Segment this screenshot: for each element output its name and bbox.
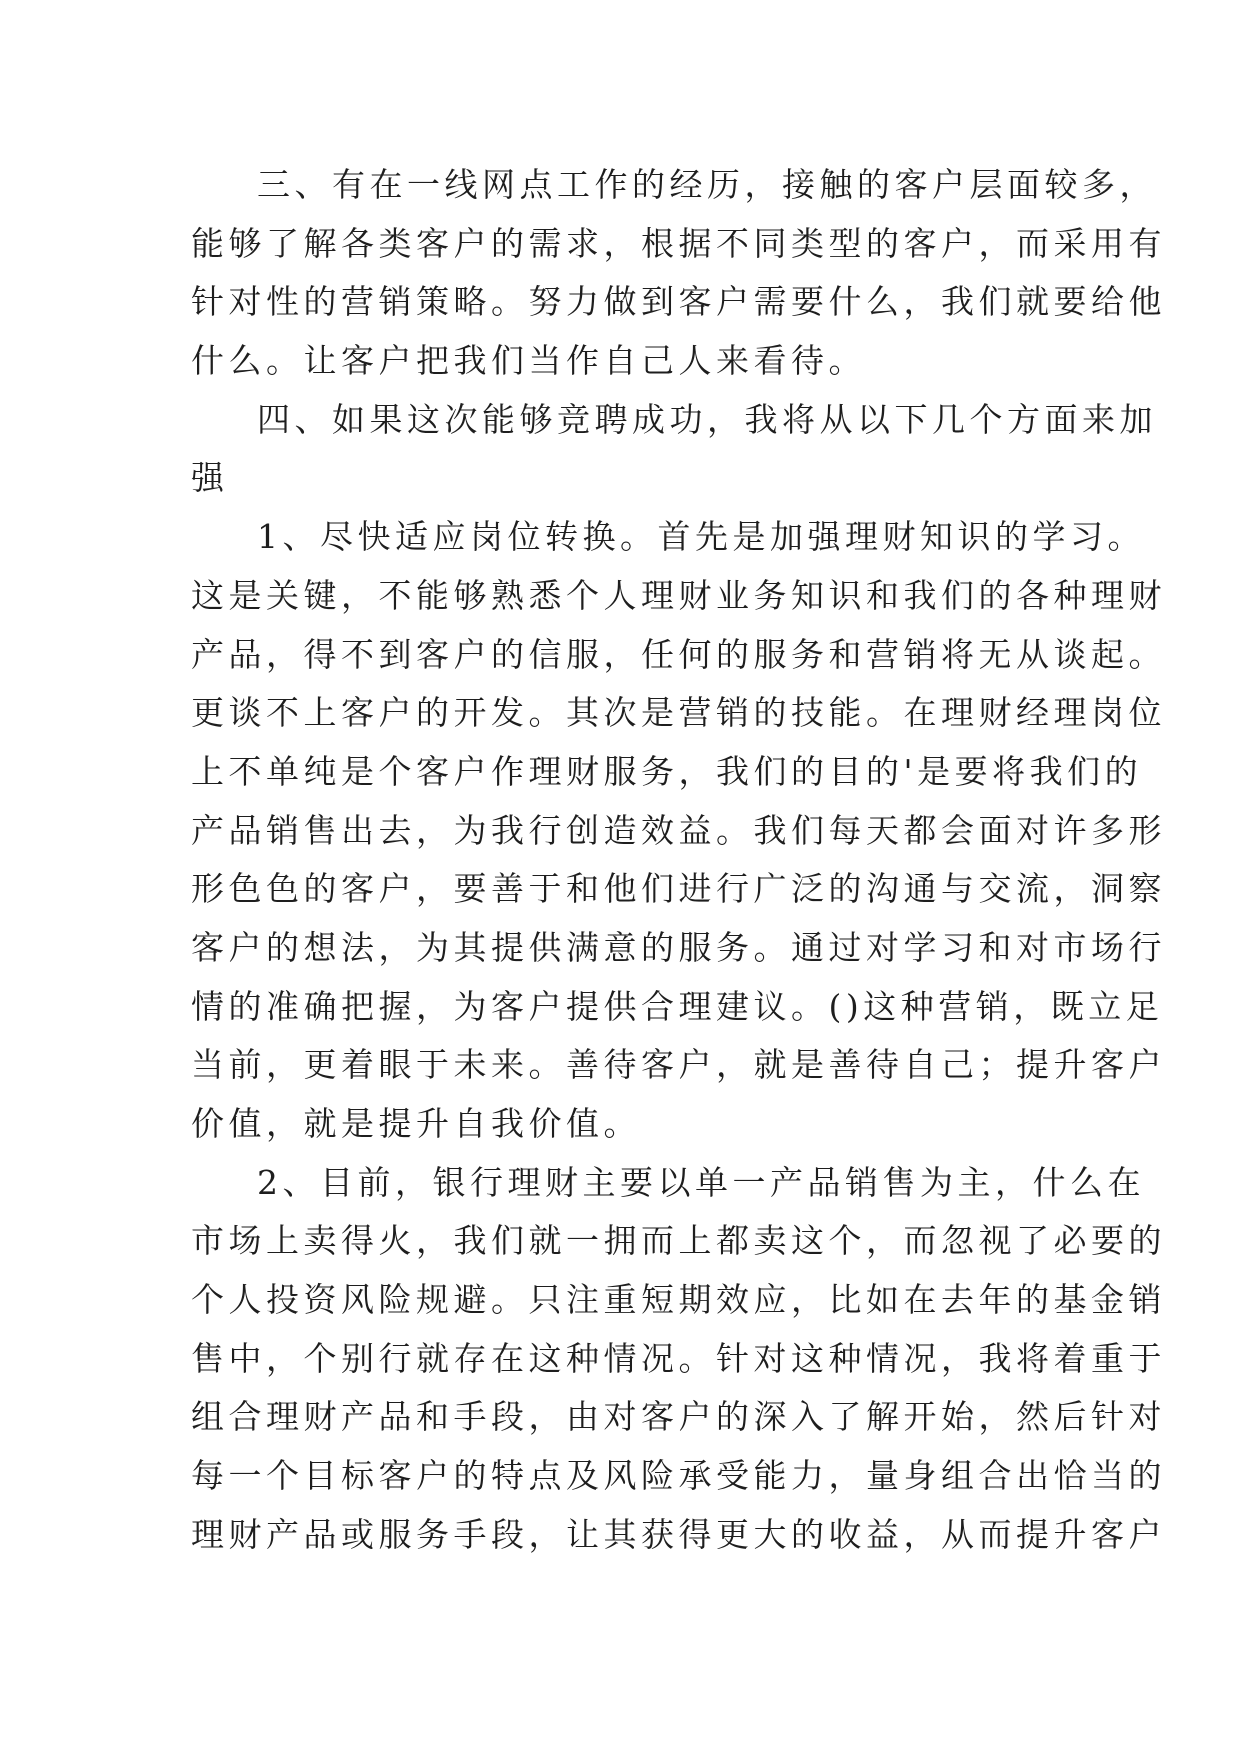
text-line: 什么。让客户把我们当作自己人来看待。	[191, 341, 866, 381]
text-line: 每一个目标客户的特点及风险承受能力，量身组合出恰当的	[191, 1456, 1166, 1496]
text-line: 1、尽快适应岗位转换。首先是加强理财知识的学习。	[257, 517, 1145, 557]
text-line: 这是关键，不能够熟悉个人理财业务知识和我们的各种理财	[191, 575, 1166, 615]
text-line: 2、目前，银行理财主要以单一产品销售为主，什么在	[257, 1162, 1145, 1202]
text-line: 针对性的营销策略。努力做到客户需要什么，我们就要给他	[191, 282, 1166, 322]
text-line: 四、如果这次能够竞聘成功，我将从以下几个方面来加	[257, 399, 1157, 439]
text-line: 理财产品或服务手段，让其获得更大的收益，从而提升客户	[191, 1514, 1166, 1554]
text-line: 价值，就是提升自我价值。	[191, 1104, 641, 1143]
text-line: 情的准确把握，为客户提供合理建议。()这种营销，既立足	[191, 986, 1164, 1026]
text-line: 产品销售出去，为我行创造效益。我们每天都会面对许多形	[191, 810, 1166, 850]
paragraph-item-1	[191, 508, 1166, 1154]
paragraph-4-improvement-plan	[191, 391, 1157, 508]
text-line: 更谈不上客户的开发。其次是营销的技能。在理财经理岗位	[191, 693, 1166, 733]
text-line: 能够了解各类客户的需求，根据不同类型的客户，而采用有	[191, 223, 1166, 263]
text-line: 形色色的客户，要善于和他们进行广泛的沟通与交流，洞察	[191, 869, 1166, 909]
text-line: 组合理财产品和手段，由对客户的深入了解开始，然后针对	[191, 1397, 1166, 1437]
text-line: 产品，得不到客户的信服，任何的服务和营销将无从谈起。	[191, 634, 1166, 674]
text-line: 强	[191, 458, 229, 498]
text-line: 上不单纯是个客户作理财服务，我们的目的'是要将我们的	[191, 751, 1143, 791]
text-line: 个人投资风险规避。只注重短期效应，比如在去年的基金销	[191, 1280, 1166, 1320]
text-line: 售中，个别行就存在这种情况。针对这种情况，我将着重于	[191, 1338, 1166, 1378]
document-body	[191, 156, 1166, 1565]
text-line: 当前，更着眼于未来。善待客户，就是善待自己；提升客户	[191, 1045, 1166, 1085]
text-line: 客户的想法，为其提供满意的服务。通过对学习和对市场行	[191, 927, 1166, 967]
text-line: 三、有在一线网点工作的经历，接触的客户层面较多，	[257, 165, 1157, 204]
paragraph-3-customer-experience	[191, 156, 1166, 391]
text-line: 市场上卖得火，我们就一拥而上都卖这个，而忽视了必要的	[191, 1221, 1166, 1261]
paragraph-item-2	[191, 1154, 1166, 1565]
